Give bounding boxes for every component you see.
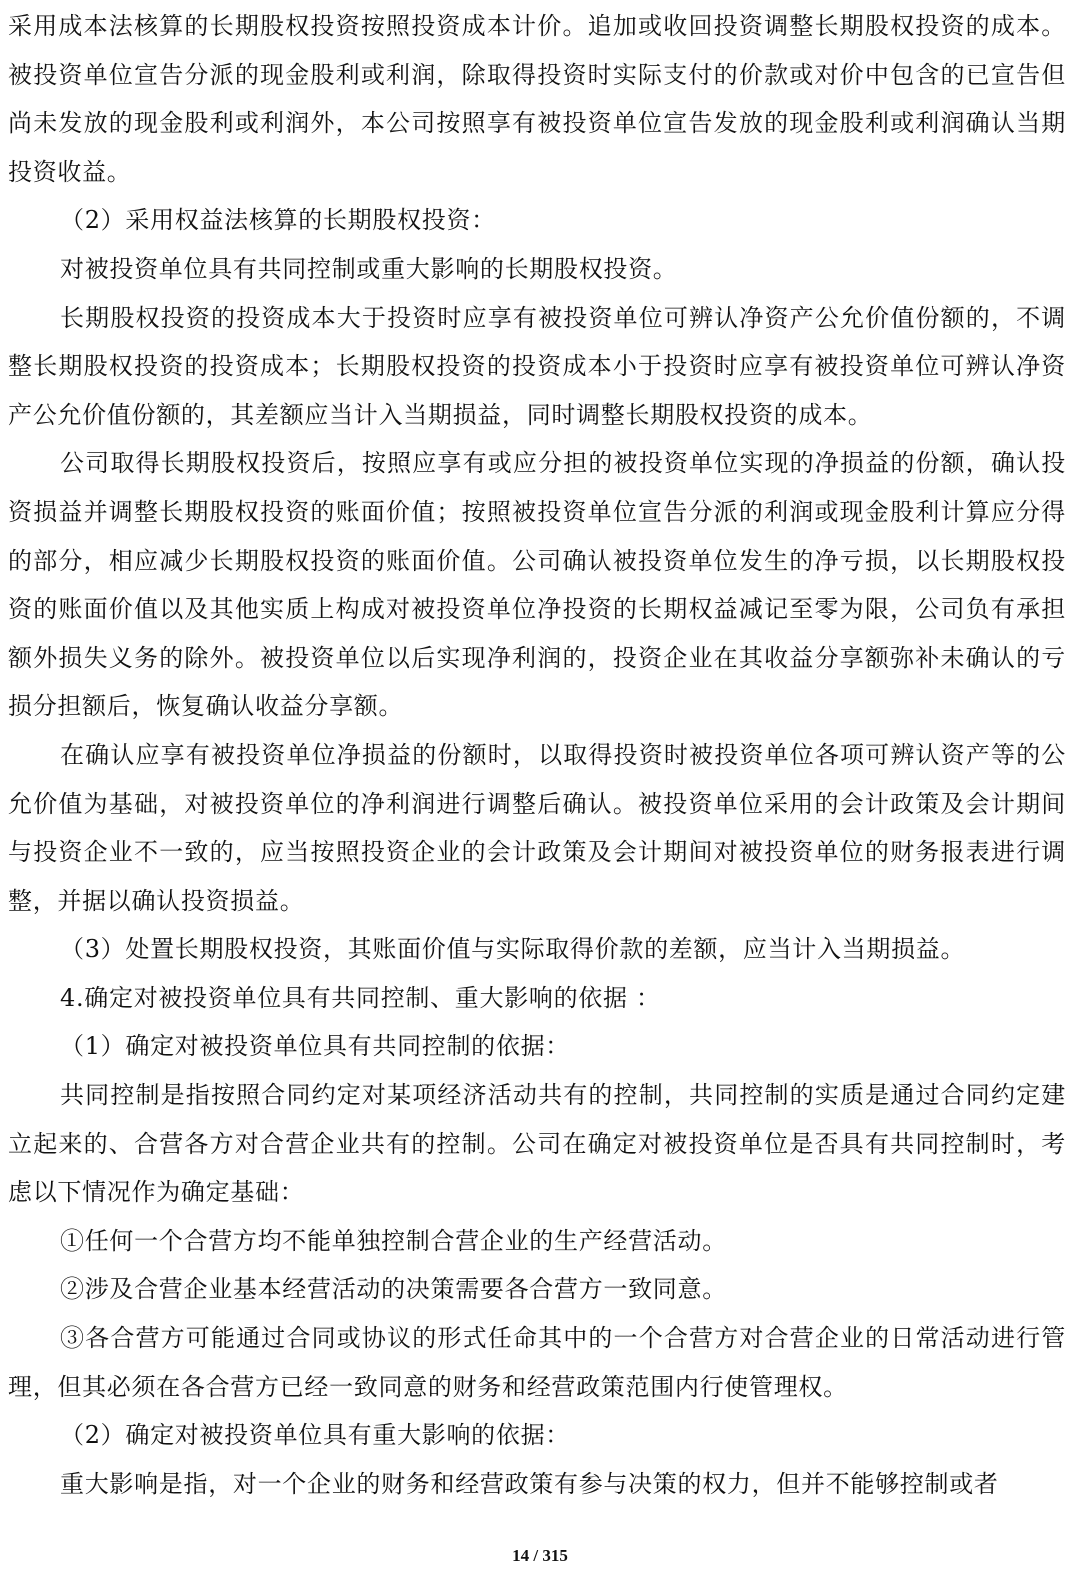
subsection-heading-1: （1）确定对被投资单位具有共同控制的依据： [60,1032,570,1061]
paragraph-5: 公司取得长期股权投资后，按照应享有或应分担的被投资单位实现的净损益的份额，确认投资损益并调整长期股权投资的账面价值；按照被投资单位宣告分派的利润或现金股利计算应分得的部分，相应减少长期股权投资的账面价值。公司确认被投资单位发生的净亏损，以长期股权投资的账面价值以及其他实质上构成对被投资单位净投资的长期权益减记至零为限，公司负有承担额外损失义务的除外。被投资单位以后实现净利润的，投资企业在其收益分享额弥补未确认的亏损分担额后，恢复确认收益分享额。 [8,449,1066,721]
page-number: 14 / 315 [512,1546,568,1565]
section-heading-4: 4.确定对被投资单位具有共同控制、重大影响的依据 ： [60,983,661,1012]
paragraph-2: （2）采用权益法核算的长期股权投资： [60,206,496,235]
subsection-heading-2: （2）确定对被投资单位具有重大影响的依据： [60,1421,570,1450]
paragraph-4: 长期股权投资的投资成本大于投资时应享有被投资单位可辨认净资产公允价值份额的，不调整长期股权投资的投资成本；长期股权投资的投资成本小于投资时应享有被投资单位可辨认净资产公允价值份额的，其差额应当计入当期损益，同时调整长期股权投资的成本。 [8,303,1066,429]
paragraph-10: 共同控制是指按照合同约定对某项经济活动共有的控制，共同控制的实质是通过合同约定建立起来的、合营各方对合营企业共有的控制。公司在确定对被投资单位是否具有共同控制时，考虑以下情况作为确定基础： [8,1081,1066,1207]
list-item-2: ②涉及合营企业基本经营活动的决策需要各合营方一致同意。 [60,1275,727,1304]
paragraph-7: （3）处置长期股权投资，其账面价值与实际取得价款的差额，应当计入当期损益。 [60,935,966,964]
list-item-1: ①任何一个合营方均不能单独控制合营企业的生产经营活动。 [60,1226,727,1255]
list-item-3: ③各合营方可能通过合同或协议的形式任命其中的一个合营方对合营企业的日常活动进行管理，但其必须在各合营方已经一致同意的财务和经营政策范围内行使管理权。 [8,1324,1066,1401]
paragraph-1: 采用成本法核算的长期股权投资按照投资成本计价。追加或收回投资调整长期股权投资的成本。被投资单位宣告分派的现金股利或利润，除取得投资时实际支付的价款或对价中包含的已宣告但尚未发放的现金股利或利润外，本公司按照享有被投资单位宣告发放的现金股利或利润确认当期投资收益。 [8,12,1066,186]
document-body [8,2,1066,1508]
paragraph-6: 在确认应享有被投资单位净损益的份额时，以取得投资时被投资单位各项可辨认资产等的公允价值为基础，对被投资单位的净利润进行调整后确认。被投资单位采用的会计政策及会计期间与投资企业不一致的，应当按照投资企业的会计政策及会计期间对被投资单位的财务报表进行调整，并据以确认投资损益。 [8,740,1066,915]
paragraph-15: 重大影响是指，对一个企业的财务和经营政策有参与决策的权力，但并不能够控制或者 [60,1469,999,1498]
paragraph-3: 对被投资单位具有共同控制或重大影响的长期股权投资。 [60,254,678,283]
